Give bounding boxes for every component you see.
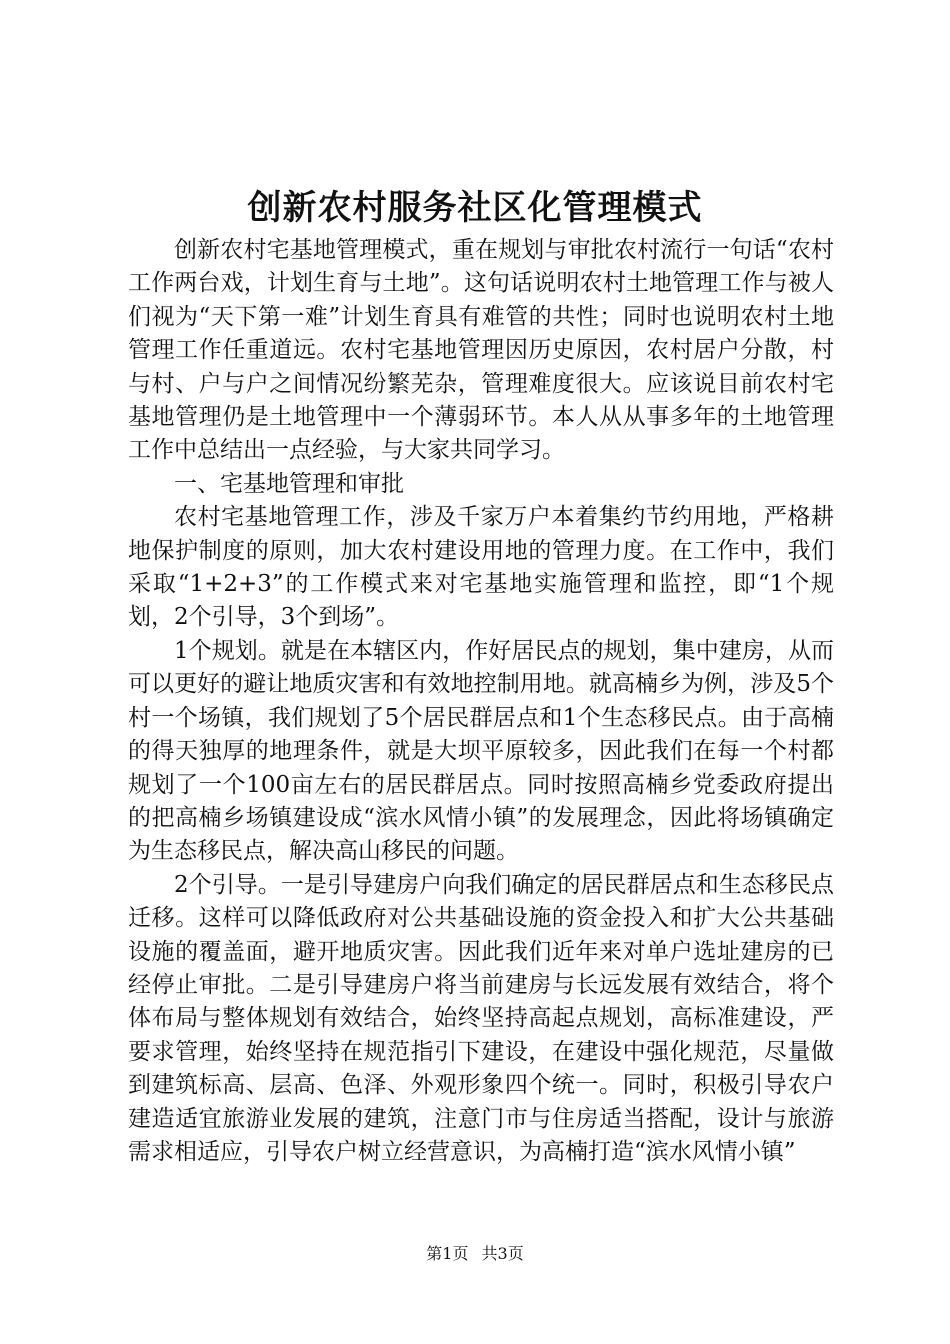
document-title: 创新农村服务社区化管理模式 (247, 188, 703, 228)
paragraph-management: 农村宅基地管理工作，涉及千家万户本着集约节约用地，严格耕地保护制度的原则，加大农村建设用地的管理力度。在工作中，我们采取“1+2+3”的工作模式来对宅基地实施管理和监控，即“1个规划，2个引导，3个到场”。 (128, 504, 834, 631)
page-number: 第1页 (426, 1244, 469, 1263)
document-body (128, 234, 834, 1169)
section-heading: 一、宅基地管理和审批 (174, 470, 404, 497)
paragraph-planning: 1个规划。就是在本辖区内，作好居民点的规划，集中建房，从而可以更好的避让地质灾害和有效地控制用地。就高楠乡为例，涉及5个村一个场镇，我们规划了5个居民群居点和1个生态移民点。由于高楠的得天独厚的地理条件，就是大坝平原较多，因此我们在每一个村都规划了一个100亩左右的居民群居点。同时按照高楠乡党委政府提出的把高楠乡场镇建设成“滨水风情小镇”的发展理念，因此将场镇确定为生态移民点，解决高山移民的问题。 (128, 637, 834, 865)
paragraph-guidance: 2个引导。一是引导建房户向我们确定的居民群居点和生态移民点迁移。这样可以降低政府对公共基础设施的资金投入和扩大公共基础设施的覆盖面，避开地质灾害。因此我们近年来对单户选址建房的已经停止审批。二是引导建房户将当前建房与长远发展有效结合，将个体布局与整体规划有效结合，始终坚持高起点规划，高标准建设，严要求管理，始终坚持在规范指引下建设，在建设中强化规范，尽量做到建筑标高、层高、色泽、外观形象四个统一。同时，积极引导农户建造适宜旅游业发展的建筑，注意门市与住房适当搭配，设计与旅游需求相适应，引导农户树立经营意识，为高楠打造“滨水风情小镇” (128, 871, 834, 1165)
page-total: 共3页 (481, 1244, 524, 1263)
paragraph-intro: 创新农村宅基地管理模式，重在规划与审批农村流行一句话“农村工作两台戏，计划生育与土地”。这句话说明农村土地管理工作与被人们视为“天下第一难”计划生育具有难管的共性；同时也说明农村土地管理工作任重道远。农村宅基地管理因历史原因，农村居户分散，村与村、户与户之间情况纷繁芜杂，管理难度很大。应该说目前农村宅基地管理仍是土地管理中一个薄弱环节。本人从从事多年的土地管理工作中总结出一点经验，与大家共同学习。 (128, 237, 834, 464)
page-footer (0, 1243, 950, 1265)
